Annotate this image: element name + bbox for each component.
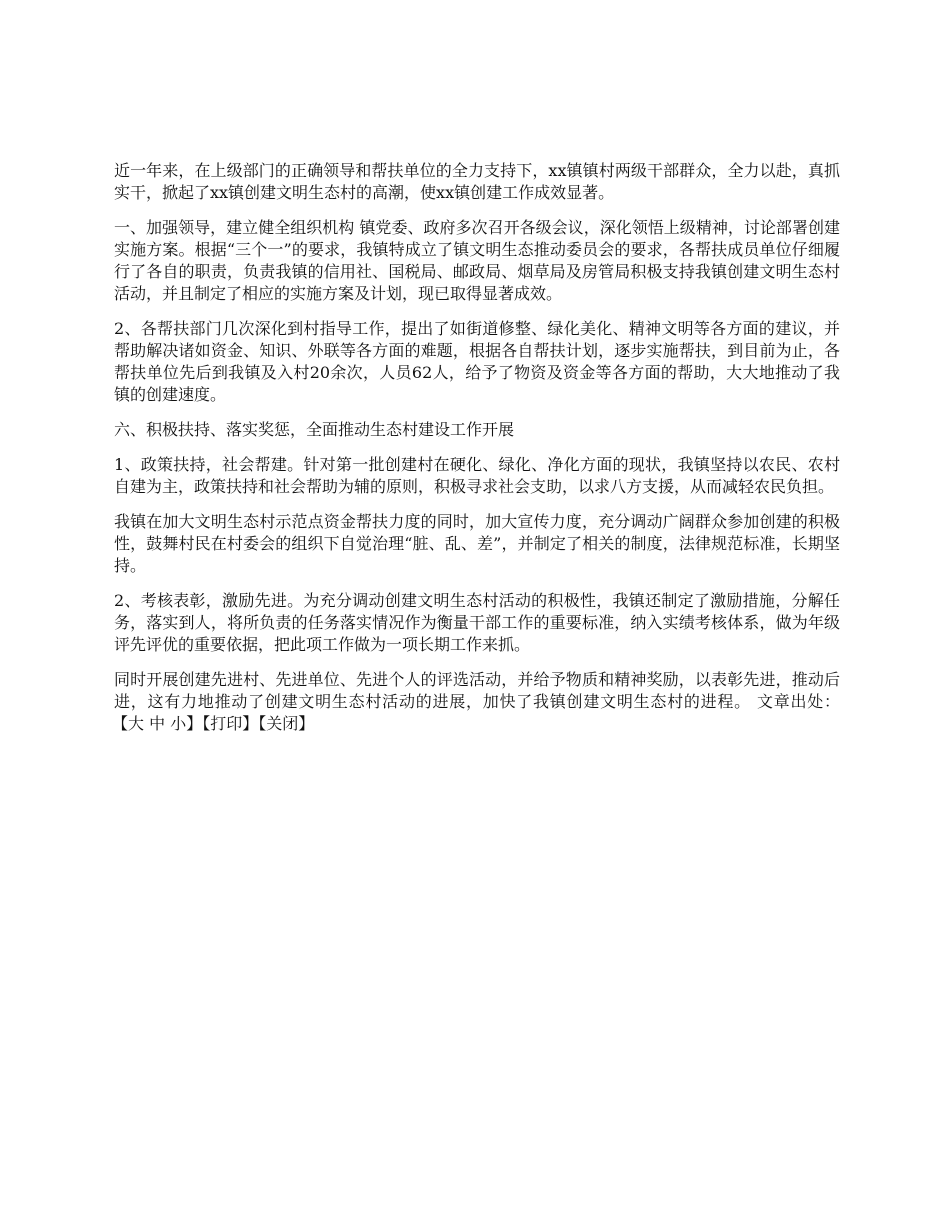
paragraph-closing [114,669,840,735]
close-link[interactable]: 【关闭】 [258,714,315,733]
paragraph-policy-support: 1、政策扶持，社会帮建。针对第一批创建村在硬化、绿化、净化方面的现状，我镇坚持以农民、农村自建为主，政策扶持和社会帮助为辅的原则，积极寻求社会支助，以求八方支援，从而减轻农民负担。 [114,455,840,496]
paragraph-funding-publicity: 我镇在加大文明生态村示范点资金帮扶力度的同时，加大宣传力度，充分调动广阔群众参加创建的积极性，鼓舞村民在村委会的组织下自觉治理“脏、乱、差”，并制定了相关的制度，法律规范标准，长期坚持。 [114,512,840,575]
article-controls [120,714,314,733]
font-size-large-link[interactable]: 大 [128,714,145,733]
article-body [114,160,840,748]
font-size-small-link[interactable]: 小 [170,714,187,733]
font-size-bracket-open: 【 [120,714,129,733]
paragraph-intro: 近一年来，在上级部门的正确领导和帮扶单位的全力支持下，xx镇镇村两级干部群众，全力以赴，真抓实干，掀起了xx镇创建文明生态村的高潮，使xx镇创建工作成效显著。 [114,161,840,202]
paragraph-closing-text: 同时开展创建先进村、先进单位、先进个人的评选活动，并给予物质和精神奖励，以表彰先进，推动后进，这有力地推动了创建文明生态村活动的进展，加快了我镇创建文明生态村的进程。 [114,670,840,711]
paragraph-section-six-heading: 六、积极扶持、落实奖惩，全面推动生态村建设工作开展 [114,420,515,439]
paragraph-assessment-rewards: 2、考核表彰，激励先进。为充分调动创建文明生态村活动的积极性，我镇还制定了激励措施，分解任务，落实到人，将所负责的任务落实情况作为衡量干部工作的重要标准，纳入实绩考核体系，做为年级评先评优的重要依据，把此项工作做为一项长期工作来抓。 [114,591,840,654]
paragraph-item-two: 2、各帮扶部门几次深化到村指导工作，提出了如街道修整、绿化美化、精神文明等各方面的建议，并帮助解决诸如资金、知识、外联等各方面的难题，根据各自帮扶计划，逐步实施帮扶，到目前为止，各帮扶单位先后到我镇及入村20余次，人员62人，给予了物资及资金等各方面的帮助，大大地推动了我镇的创建速度。 [114,319,840,404]
article-source-label: 文章出处： [756,692,840,711]
font-size-medium-link[interactable]: 中 [149,714,166,733]
font-size-bracket-close: 】 [186,714,203,733]
paragraph-section-one: 一、加强领导，建立健全组织机构 镇党委、政府多次召开各级会议，深化领悟上级精神，讨论部署创建实施方案。根据“三个一”的要求，我镇特成立了镇文明生态推动委员会的要求，各帮扶成员单位仔细履行了各自的职责，负责我镇的信用社、国税局、邮政局、烟草局及房管局积极支持我镇创建文明生态村活动，并且制定了相应的实施方案及计划，现已取得显著成效。 [114,218,840,303]
print-link[interactable]: 【打印】 [202,714,259,733]
